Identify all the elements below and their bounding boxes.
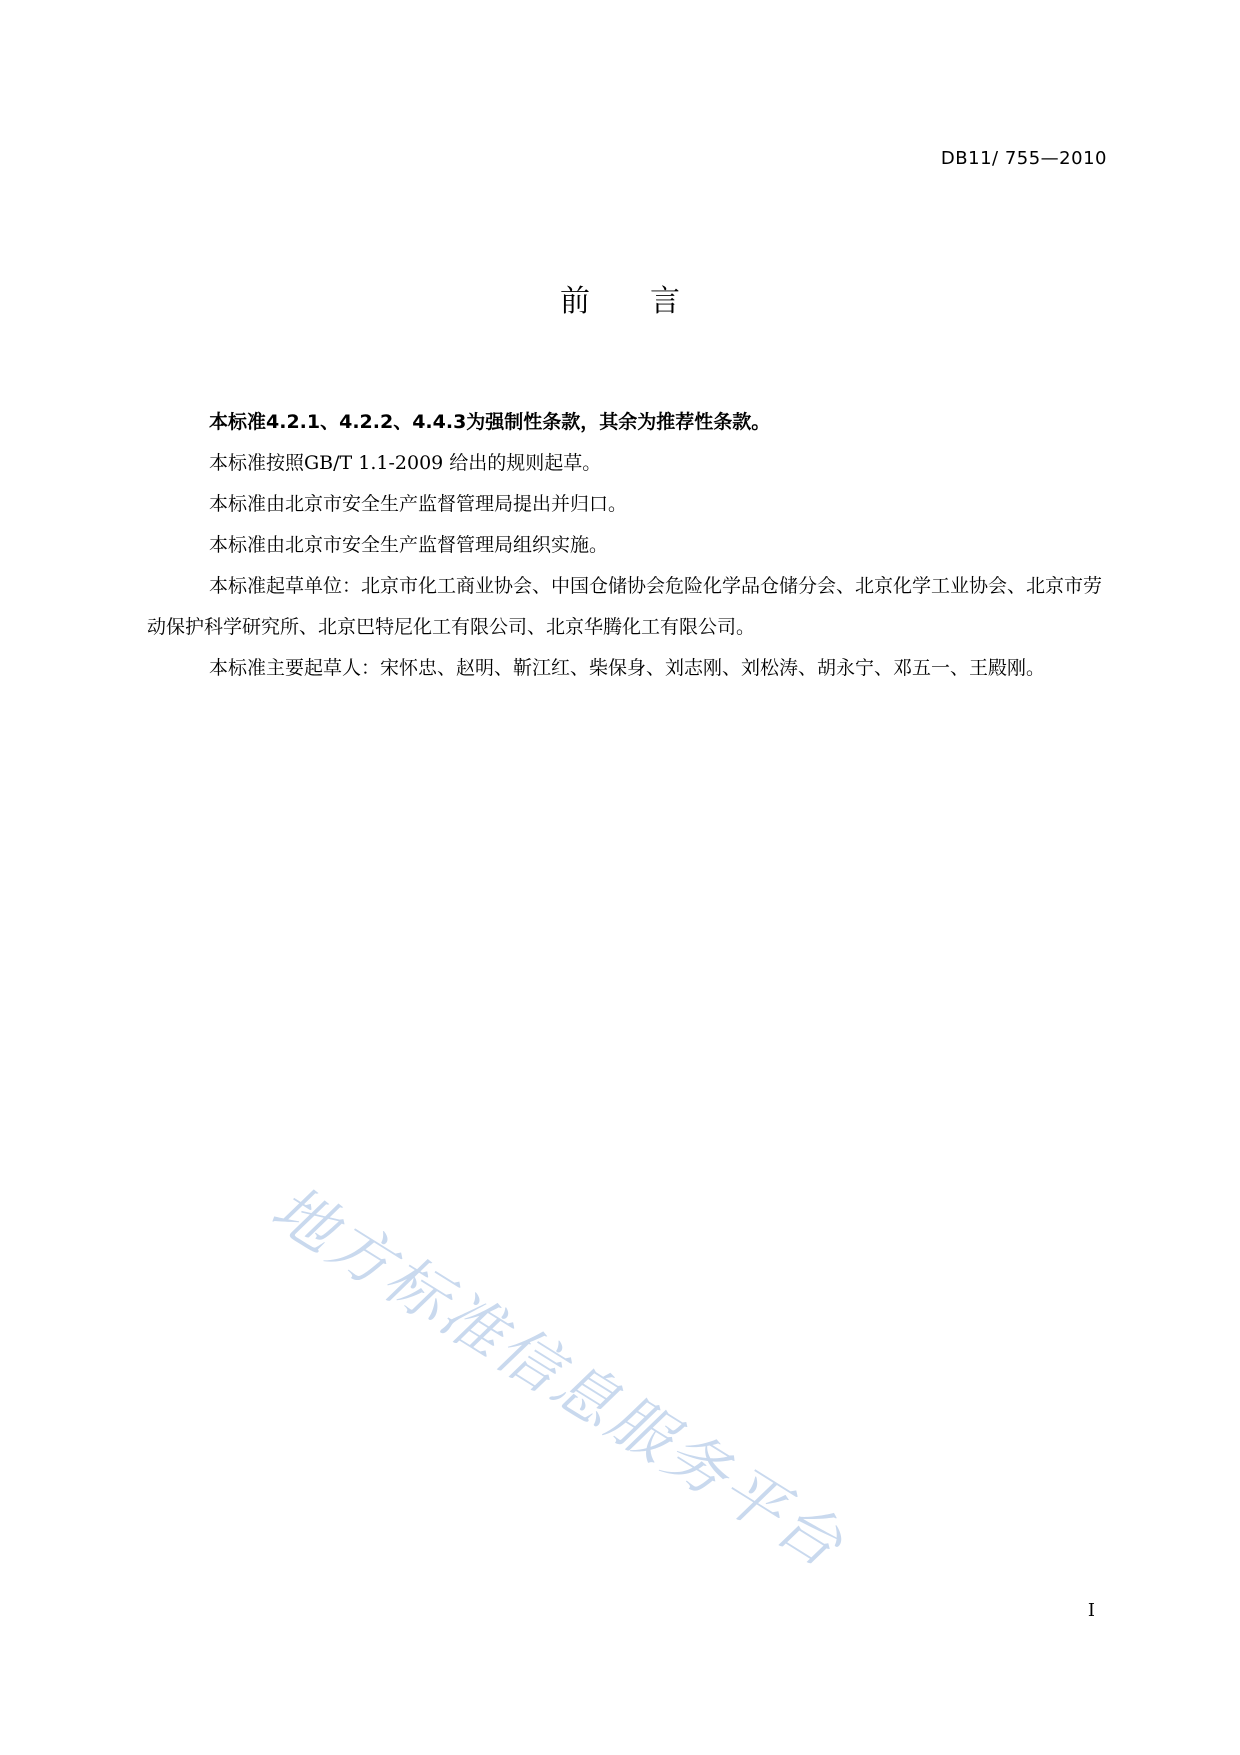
paragraph-mandatory-clauses: 本标准4.2.1、4.2.2、4.4.3为强制性条款，其余为推荐性条款。 xyxy=(209,411,771,433)
paragraph-proposed-by: 本标准由北京市安全生产监督管理局提出并归口。 xyxy=(209,493,628,515)
paragraph-drafters: 本标准主要起草人：宋怀忠、赵明、靳江红、柴保身、刘志刚、刘松涛、胡永宁、邓五一、王殿刚。 xyxy=(209,657,1046,679)
paragraph-drafting-units: 本标准起草单位：北京市化工商业协会、中国仓储协会危险化学品仓储分会、北京化学工业协会、北京市劳动保护科学研究所、北京巴特尼化工有限公司、北京华腾化工有限公司。 xyxy=(147,575,1103,638)
page-title: 前言 xyxy=(560,284,740,319)
standard-code: DB11/ 755—2010 xyxy=(940,148,1107,169)
watermark: 地方标准信息服务平台 xyxy=(259,1171,858,1583)
page-number: I xyxy=(1087,1600,1095,1621)
paragraph-drafting-rules: 本标准按照GB/T 1.1-2009 给出的规则起草。 xyxy=(209,452,602,474)
paragraph-implemented-by: 本标准由北京市安全生产监督管理局组织实施。 xyxy=(209,534,609,556)
foreword-body xyxy=(147,402,1115,689)
